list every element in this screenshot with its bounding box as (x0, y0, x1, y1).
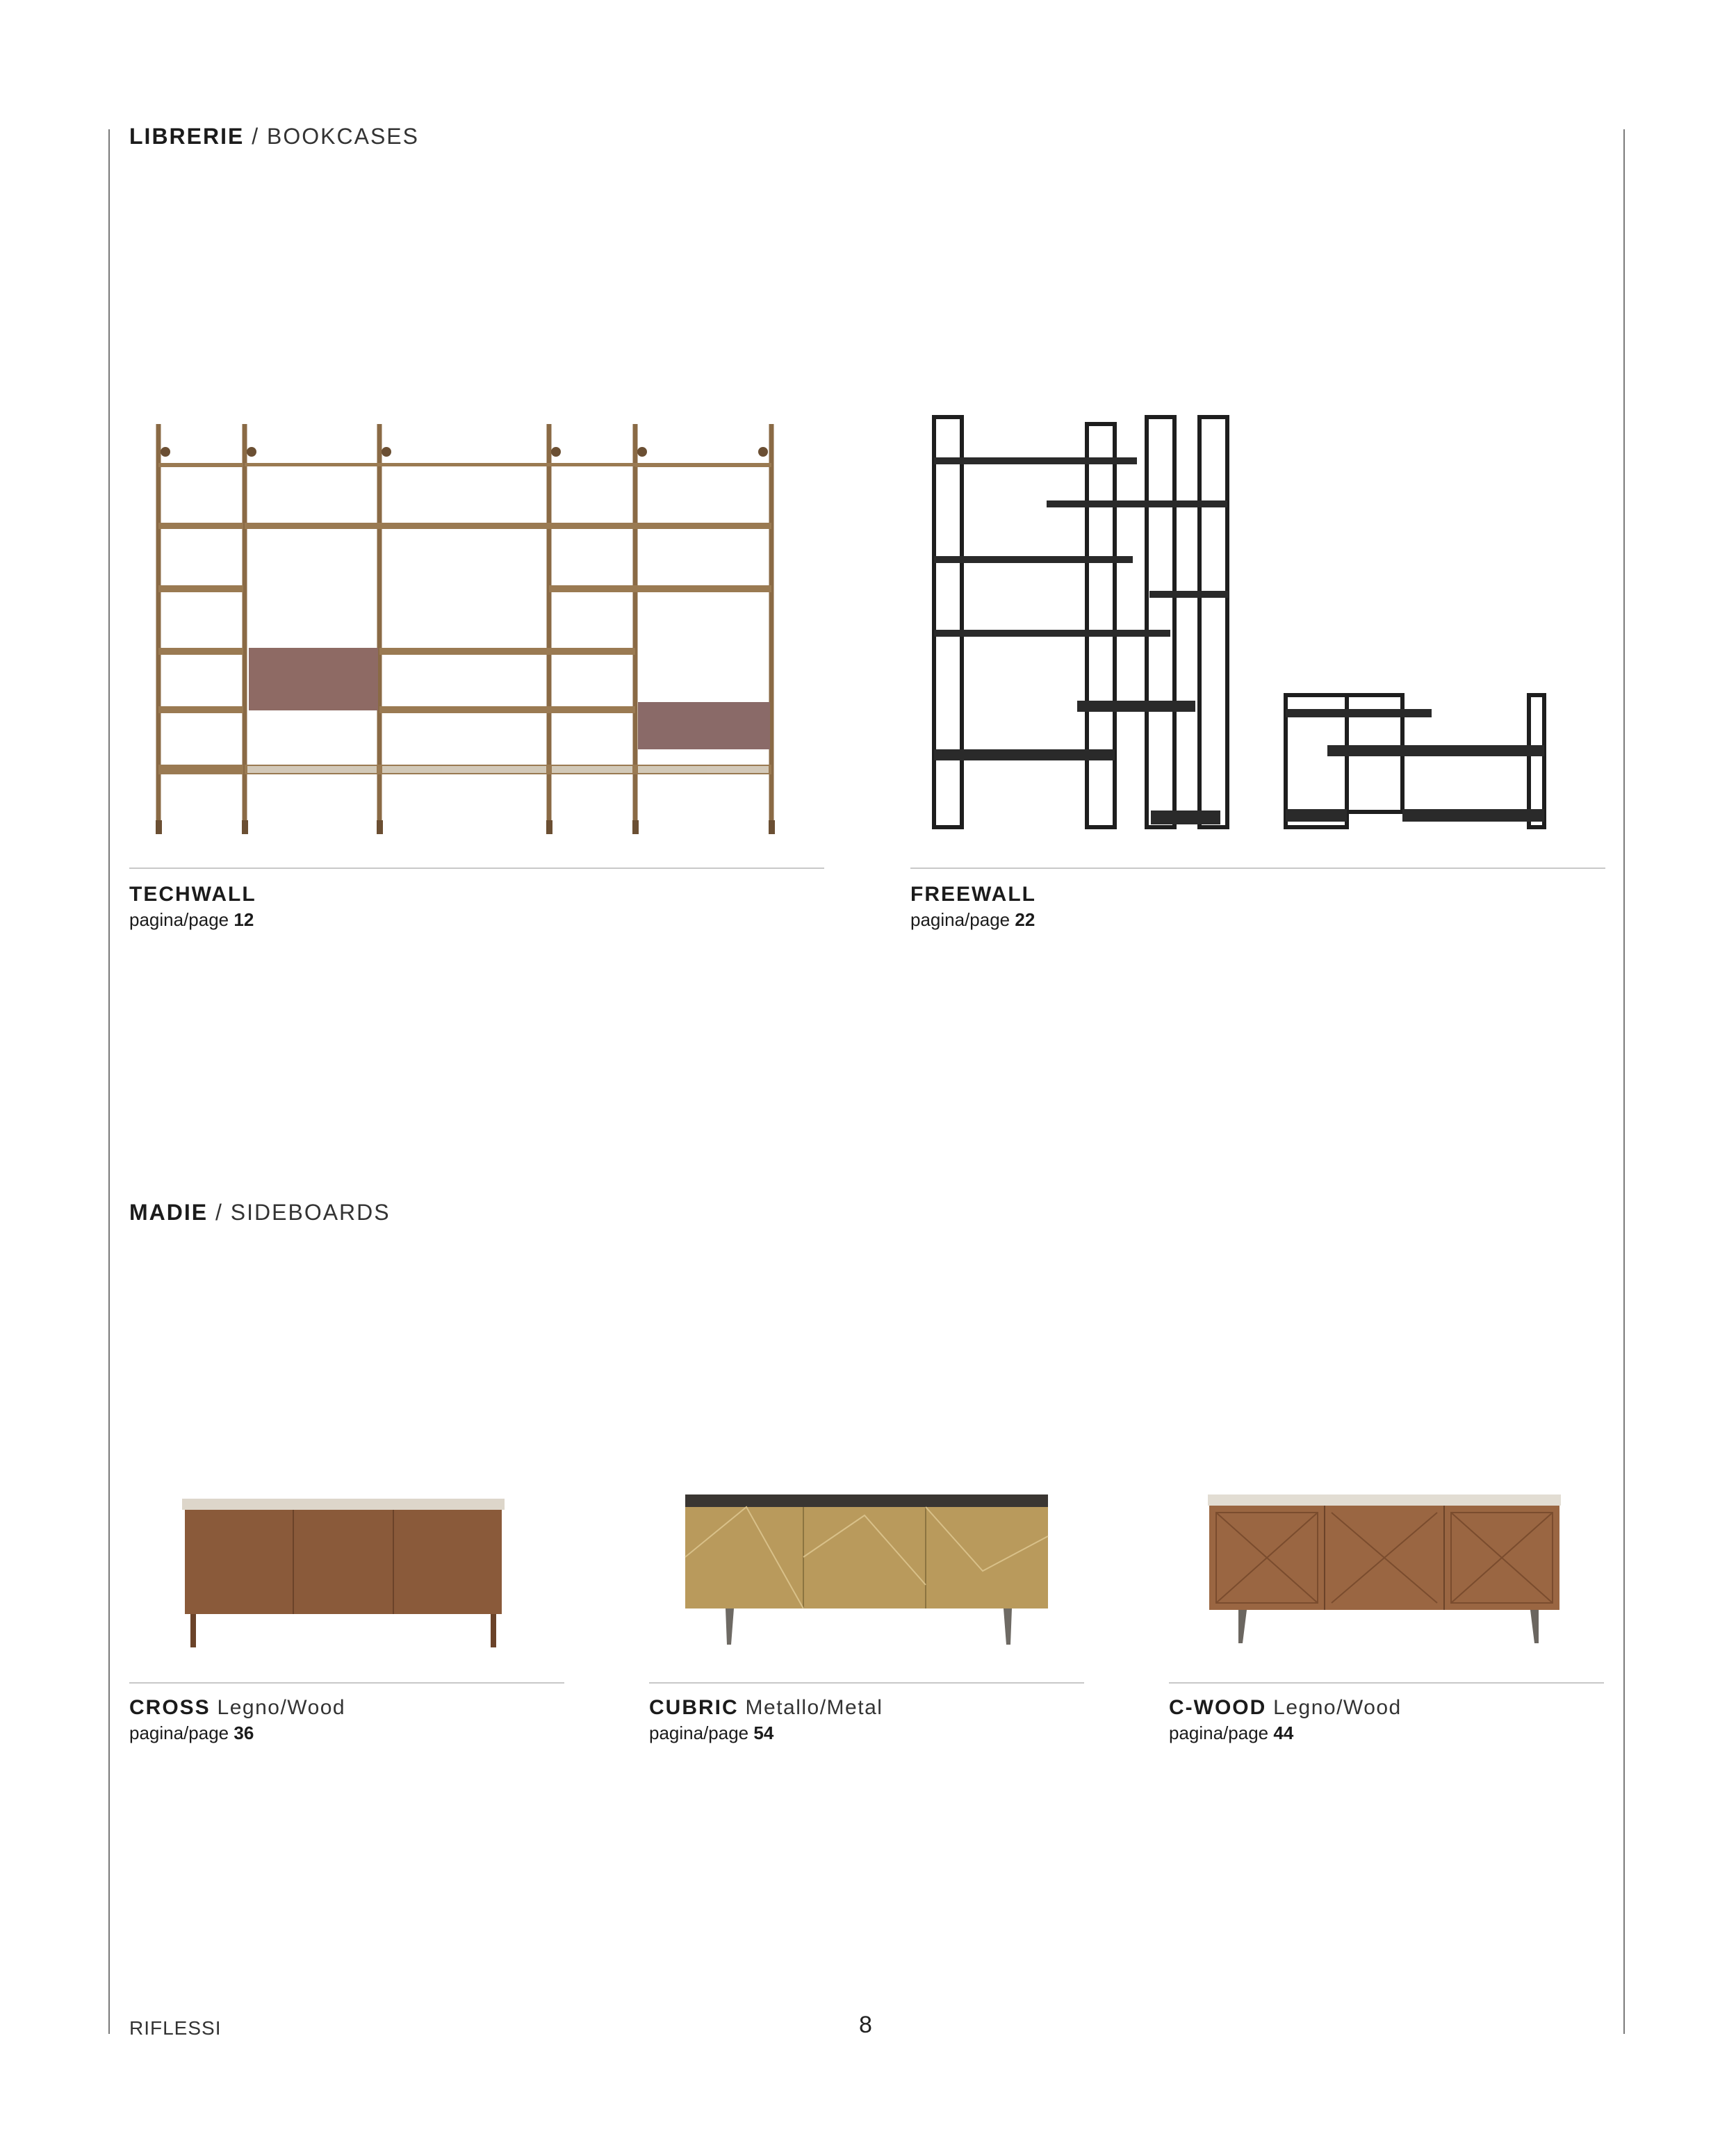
page-label: pagina/page (129, 909, 229, 930)
freewall-divider (910, 868, 1605, 869)
c-wood-page-ref (1169, 1722, 1293, 1744)
techwall-page-ref (129, 909, 254, 931)
left-margin-line (108, 129, 110, 2034)
page-label: pagina/page (1169, 1722, 1269, 1743)
page-number: 22 (1015, 909, 1035, 930)
freewall-page-ref (910, 909, 1035, 931)
cross-page-ref (129, 1722, 254, 1744)
techwall-name (129, 883, 256, 906)
section-title-bold: LIBRERIE (129, 124, 245, 149)
cubric-sideboard-image (649, 1474, 1084, 1654)
section-title-bold: MADIE (129, 1200, 208, 1225)
cubric-page-ref (649, 1722, 773, 1744)
footer-brand: RIFLESSI (129, 2017, 222, 2039)
cross-sideboard-image (129, 1474, 564, 1654)
section-title-light: / SIDEBOARDS (215, 1200, 391, 1225)
product-name: CUBRIC (649, 1696, 739, 1719)
page-label: pagina/page (910, 909, 1010, 930)
product-name: FREEWALL (910, 883, 1036, 906)
cross-name (129, 1696, 345, 1720)
c-wood-name (1169, 1696, 1402, 1720)
c-wood-sideboard-image (1169, 1474, 1604, 1654)
product-cubric[interactable] (649, 1474, 1084, 1766)
cubric-divider (649, 1682, 1084, 1684)
cubric-name (649, 1696, 883, 1720)
page-number: 44 (1273, 1722, 1294, 1743)
product-name: C-WOOD (1169, 1696, 1267, 1719)
cross-divider (129, 1682, 564, 1684)
product-material: Legno/Wood (217, 1696, 346, 1719)
footer-page-number: 8 (859, 2012, 872, 2038)
c-wood-divider (1169, 1682, 1604, 1684)
freewall-bookcase-image (910, 403, 1578, 848)
product-name: CROSS (129, 1696, 211, 1719)
section-title-sideboards (129, 1200, 391, 1225)
page-label: pagina/page (649, 1722, 749, 1743)
product-techwall[interactable] (129, 403, 824, 945)
right-margin-line (1623, 129, 1625, 2034)
product-name: TECHWALL (129, 883, 256, 906)
product-cross[interactable] (129, 1474, 564, 1766)
section-title-light: / BOOKCASES (252, 124, 419, 149)
product-freewall[interactable] (910, 403, 1605, 945)
page-label: pagina/page (129, 1722, 229, 1743)
product-c-wood[interactable] (1169, 1474, 1604, 1766)
page-number: 12 (234, 909, 254, 930)
page-number: 36 (234, 1722, 254, 1743)
techwall-bookcase-image (129, 403, 810, 848)
product-material: Metallo/Metal (745, 1696, 883, 1719)
techwall-divider (129, 868, 824, 869)
freewall-name (910, 883, 1036, 906)
product-material: Legno/Wood (1273, 1696, 1402, 1719)
section-title-bookcases (129, 124, 419, 149)
page-number: 54 (753, 1722, 774, 1743)
